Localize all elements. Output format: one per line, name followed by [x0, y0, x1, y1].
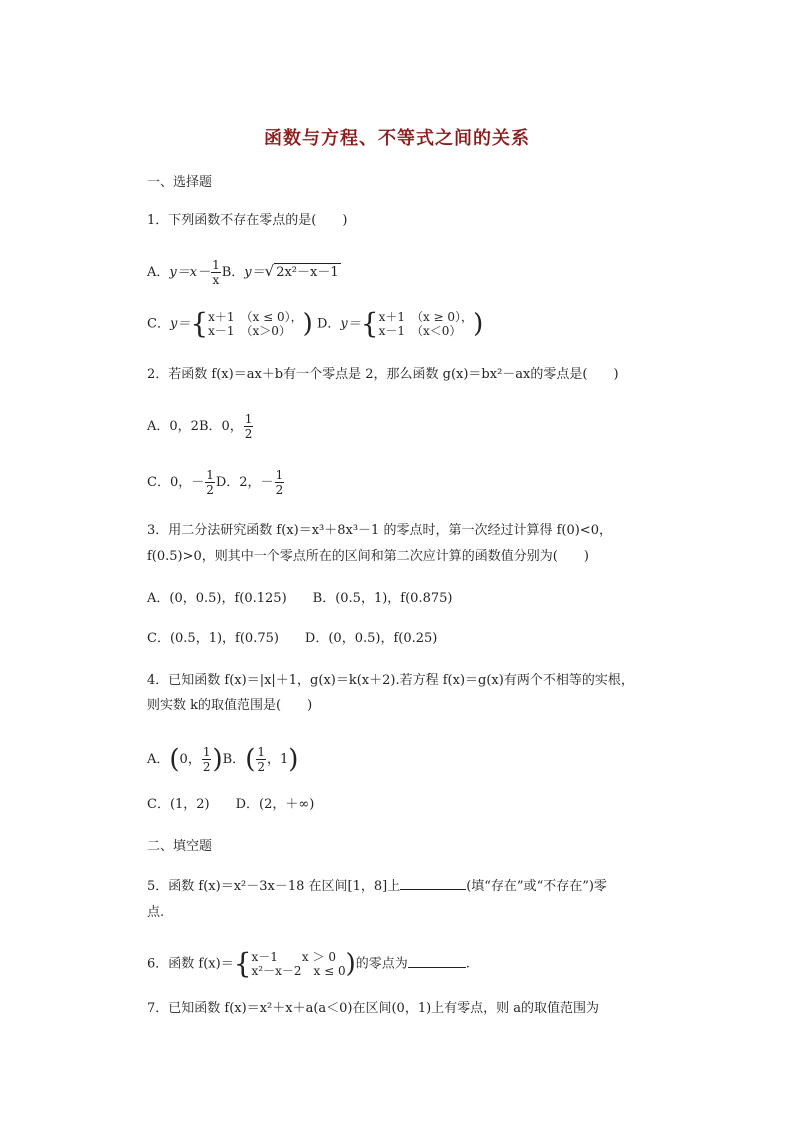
- option-d-label: D．: [316, 316, 341, 332]
- left-paren: (: [245, 744, 256, 775]
- option-c-label: C．: [147, 316, 170, 332]
- period: .: [465, 956, 470, 972]
- option-a-fraction: [202, 745, 212, 774]
- option-b-fraction: [244, 412, 254, 441]
- option-b-radicand: 2x²－x－1: [276, 265, 339, 280]
- question-1-options-ab: [147, 258, 341, 287]
- option-a-expr: 0，: [179, 752, 201, 767]
- question-4-options-ab: [147, 745, 298, 774]
- option-b-label: B．: [221, 265, 245, 280]
- left-brace: {: [190, 307, 209, 340]
- option-c-piecewise: [208, 310, 303, 338]
- option-d-label: D．2，－: [215, 475, 274, 490]
- fraction-numerator: 1: [212, 258, 220, 272]
- option-a-label: A．: [147, 265, 170, 280]
- option-c-expr: y＝: [169, 316, 191, 332]
- left-paren: (: [169, 744, 180, 775]
- answer-blank[interactable]: [408, 955, 466, 968]
- question-3-options-cd: C．(0.5，1)，f(0.75) D．(0，0.5)，f(0.25): [147, 631, 438, 646]
- fraction-numerator: 1: [244, 412, 253, 426]
- piece-row-1: x＋1 （x ≤ 0），: [208, 310, 303, 324]
- option-b-expr: y＝: [244, 265, 265, 280]
- fraction-numerator: 1: [275, 468, 284, 482]
- option-a-fraction: [211, 258, 221, 287]
- question-6-tail: 的零点为: [355, 956, 408, 972]
- fraction-numerator: 1: [202, 745, 211, 759]
- option-b-label: B．0，: [198, 419, 243, 434]
- section-heading-choice: 一、选择题: [147, 175, 213, 190]
- piece-row-2: x－1 （x＞0）: [208, 324, 291, 338]
- option-b-label: B．: [222, 752, 246, 767]
- question-7-line-1: 7．已知函数 f(x)＝x²＋x＋a(a＜0)在区间(0，1)上有零点，则 a的取值范围为: [147, 1001, 600, 1016]
- right-bracket: ): [302, 309, 313, 339]
- question-3-options-ab: A．(0，0.5)，f(0.125) B．(0.5，1)，f(0.875): [147, 591, 453, 606]
- sqrt-symbol: √: [264, 262, 275, 280]
- fraction-denominator: 2: [244, 427, 253, 441]
- right-bracket: ): [345, 949, 356, 979]
- question-2-options-cd: [147, 468, 285, 497]
- left-brace: {: [360, 307, 379, 340]
- page-title: 函数与方程、不等式之间的关系: [264, 128, 530, 149]
- right-paren: ): [288, 744, 299, 775]
- option-b-expr: ，1: [266, 752, 289, 767]
- option-d-piecewise: [379, 310, 474, 338]
- left-brace: {: [233, 947, 252, 980]
- fraction-denominator: 2: [202, 760, 211, 774]
- fraction-denominator: 2: [257, 760, 265, 774]
- fraction-denominator: 2: [275, 483, 284, 497]
- question-6-piecewise: [252, 950, 346, 978]
- piece-row-2: x²－x－2 x ≤ 0: [251, 964, 346, 978]
- question-4-line-2: 则实数 k的取值范围是( ): [147, 698, 313, 713]
- answer-blank[interactable]: [400, 877, 466, 890]
- question-4-options-cd: C．(1，2) D．(2，＋∞): [147, 797, 315, 812]
- option-c-fraction: [205, 468, 215, 497]
- question-4-line-1: 4．已知函数 f(x)＝|x|＋1，g(x)＝k(x＋2).若方程 f(x)＝g(x)有两个不相等的实根，: [147, 673, 634, 688]
- question-5-line-2: 点.: [147, 905, 165, 920]
- piece-row-2: x－1 （x＜0）: [378, 324, 462, 338]
- question-2-options-ab: [147, 412, 254, 441]
- piece-row-1: x－1 x ＞ 0: [251, 950, 336, 964]
- fraction-numerator: 1: [206, 468, 214, 482]
- question-5-hint: (填“存在”或“不存在”)零: [466, 879, 607, 894]
- question-5-line-1: [147, 877, 607, 896]
- option-a-label: A．: [147, 752, 170, 767]
- question-6: [147, 947, 470, 980]
- right-paren: ): [212, 744, 223, 775]
- option-a-expr: y＝x－: [169, 265, 211, 280]
- question-1-stem: 1．下列函数不存在零点的是( ): [147, 213, 348, 228]
- option-b-fraction: [256, 745, 266, 774]
- piece-row-1: x＋1 （x ≥ 0），: [378, 310, 474, 324]
- question-6-stem: 6．函数 f(x)＝: [147, 956, 234, 972]
- section-heading-fill: 二、填空题: [147, 839, 213, 854]
- right-bracket: ): [473, 309, 484, 339]
- question-3-line-1: 3．用二分法研究函数 f(x)＝x³＋8x³－1 的零点时，第一次经过计算得 f(0)<0，: [147, 523, 612, 538]
- option-c-label: C．0，－: [147, 475, 205, 490]
- question-2-stem: 2．若函数 f(x)＝ax＋b有一个零点是 2，那么函数 g(x)＝bx²－ax的零点是( ): [147, 367, 619, 382]
- option-a: A．0，2: [147, 419, 199, 434]
- fraction-denominator: 2: [206, 483, 214, 497]
- question-3-line-2: f(0.5)>0，则其中一个零点所在的区间和第二次应计算的函数值分别为( ): [147, 549, 589, 564]
- question-1-options-cd: [147, 307, 484, 340]
- fraction-denominator: x: [212, 273, 220, 287]
- question-5-stem: 5．函数 f(x)＝x²－3x－18 在区间[1，8]上: [147, 879, 401, 894]
- fraction-numerator: 1: [257, 745, 265, 759]
- option-d-fraction: [275, 468, 285, 497]
- option-d-expr: y＝: [340, 316, 361, 332]
